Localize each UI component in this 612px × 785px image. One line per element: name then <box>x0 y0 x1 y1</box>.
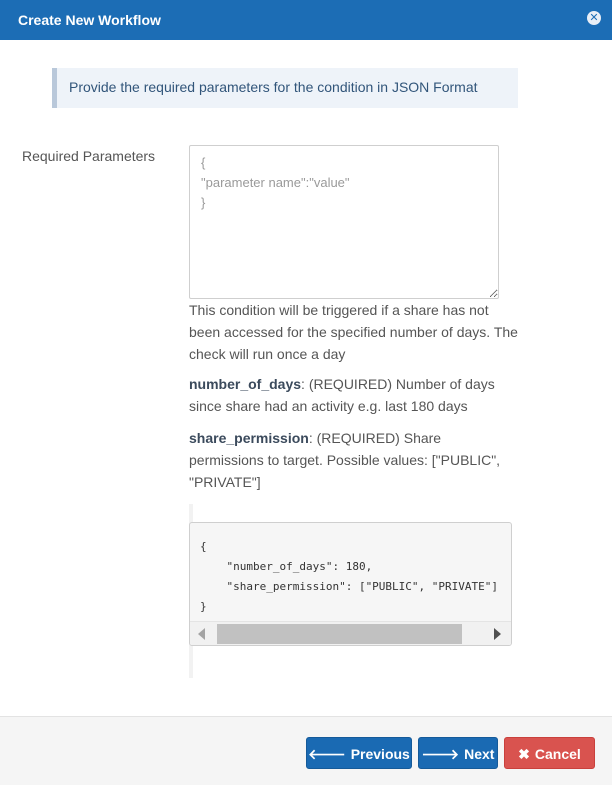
previous-button[interactable] <box>306 737 412 769</box>
required-parameters-input[interactable] <box>189 145 499 299</box>
example-code: { "number_of_days": 180, "share_permission": ["PUBLIC", "PRIVATE"] } <box>200 540 499 613</box>
x-icon: ✖ <box>518 746 530 762</box>
scroll-right-arrow-icon[interactable] <box>494 628 501 640</box>
scroll-left-arrow-icon[interactable] <box>198 628 205 640</box>
next-button[interactable] <box>418 737 498 769</box>
param-number-of-days-desc: : (REQUIRED) Number of days since share had an activity e.g. last 180 days <box>189 376 495 414</box>
condition-description: This condition will be triggered if a share has not been accessed for the specified number of days. The check will run once a day <box>189 302 518 362</box>
example-code-block <box>189 522 512 646</box>
arrow-left-icon: 🡐 <box>308 746 346 762</box>
param-share-permission-help <box>189 427 519 493</box>
dialog-footer <box>0 716 612 785</box>
cancel-button-label: Cancel <box>534 746 581 762</box>
param-number-of-days-name: number_of_days <box>189 376 302 392</box>
param-share-permission-name: share_permission <box>189 430 309 446</box>
param-number-of-days-help <box>189 373 519 417</box>
arrow-right-icon: 🡒 <box>421 746 460 762</box>
close-icon[interactable]: ✕ <box>587 11 601 25</box>
next-button-label: Next <box>464 746 495 762</box>
info-callout <box>52 68 518 108</box>
required-parameters-label: Required Parameters <box>22 148 156 164</box>
param-share-permission-desc: : (REQUIRED) Share permissions to target. Possible values: ["PUBLIC", "PRIVATE"] <box>189 430 501 490</box>
dialog-header <box>0 0 612 40</box>
scrollbar-thumb[interactable] <box>217 624 462 644</box>
previous-button-label: Previous <box>350 746 410 762</box>
horizontal-scrollbar[interactable] <box>190 621 511 645</box>
cancel-button[interactable] <box>504 737 595 769</box>
dialog-title: Create New Workflow <box>18 12 161 28</box>
info-text: Provide the required parameters for the condition in JSON Format <box>69 79 478 95</box>
